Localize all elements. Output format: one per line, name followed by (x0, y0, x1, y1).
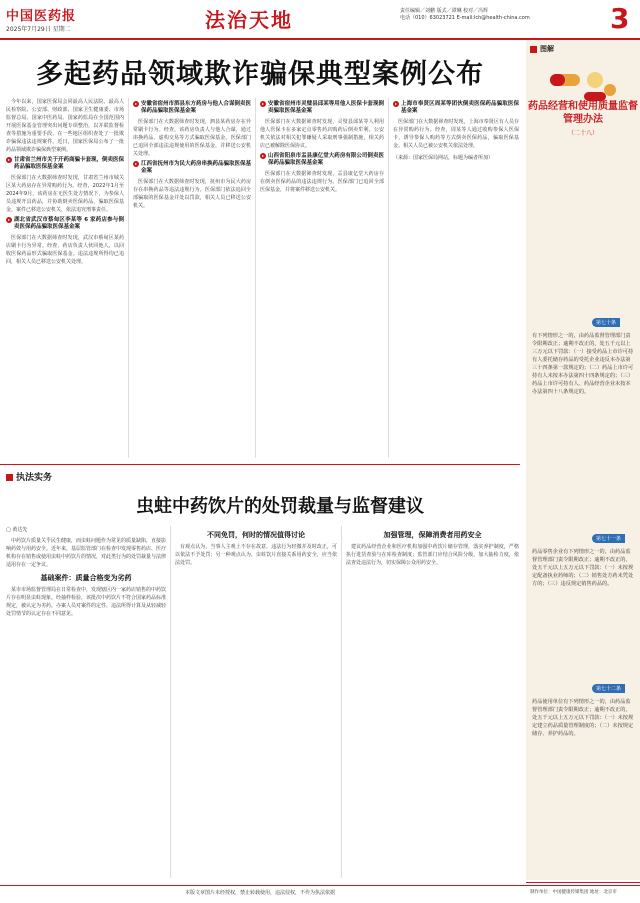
story-divider (0, 464, 520, 465)
case-marker-icon: ▸ (261, 153, 264, 158)
story2-lead: 中药饮片质量关乎民生健康，而虫蛀问题作为常见的质量缺陷，直接影响药效与用药安全。近年来，基层监管部门在检查中发现零售药店、医疗机构存在销售或使用虫蛀中药饮片的情况，对此类行为的处罚裁量与法律适用存在一定争议。 (6, 538, 166, 568)
case-marker-icon: ▸ (261, 101, 264, 106)
story2-section-title: 不同免罚，何时的情况值得讨论 (207, 531, 305, 539)
case-body: 医保部门在大数据筛查时发现，灵璧县邱某等人利用他人医保卡在多家定点零售药店购药后倒卖牟利。公安机关依法对相关犯罪嫌疑人采取刑事强制措施，相关药店已被解除医保协议。 (260, 119, 384, 149)
column-divider (255, 98, 256, 458)
sidebar-title: 药品经营和使用质量监督管理办法 (528, 101, 638, 125)
page-number: 3 (610, 2, 630, 35)
newspaper-logo: 中国医药报 (6, 9, 77, 24)
article-tag: 第七十条 (592, 318, 620, 327)
case-subhead: ▸ 安徽省宿州市泗县东方药房与他人合谋倒卖医保药品骗取医保基金案 (134, 101, 251, 114)
page-header (0, 0, 640, 40)
story2-section-body: 建议药品经营企业和医疗机构加强中药饮片储存管理，落实养护制度，严格执行进货查验与在库检查制度；监管部门应结合风险分级，加大抽检力度，依法查处违法行为，切实保障公众用药安全。 (346, 544, 519, 566)
case-marker-icon: ▸ (394, 101, 397, 106)
case-subhead: ▸ 江西省抚州市为民大药房串换药品骗取医保基金案 (134, 161, 251, 174)
case-marker-icon: ▸ (7, 157, 10, 162)
main-headline: 多起药品领域欺诈骗保典型案例公布 (36, 59, 484, 90)
section-tag: 执法实务 (6, 470, 52, 483)
case-body: 医保部门在大数据筛查时发现，上海市奉贤区有人员存在异常购药行为。经查，周某等人通过收购参保人医保卡、诱导参保人购药等方式倒卖医保药品，骗取医保基金。相关人员已被公安机关依法处理。 (393, 119, 519, 149)
footer-note: 本版文章图片未经授权，禁止转载使用，违法侵权，不作为执法依据 (184, 890, 335, 896)
case-body: 医保部门在大数据筛查时发现，甘肃省兰州市城关区某大药房存在异常购药行为。经查，2022年1月至2024年9月，该药房在无医生处方情况下，为参保人员违规开具药品，并协助倒卖医保药品，骗取医保基金。案件已移送公安机关，依法追究刑事责任。 (6, 175, 124, 213)
tag-square-icon (6, 474, 13, 481)
story2-section-body: 有观点认为，当事人主观上不存在故意，违法行为轻微并及时改正，可以依法不予处罚；另一种观点认为，虫蛀饮片直接关系用药安全，应当依法处罚。 (175, 544, 337, 566)
story2-section-title: 基础案件：质量合格变为劣药 (40, 574, 132, 582)
case-subhead: ▸ 安徽省宿州市灵璧县邱某等用他人医保卡套现倒卖骗取医保基金案 (261, 101, 384, 114)
case-marker-icon: ▸ (134, 101, 137, 106)
footer-rule (0, 885, 640, 886)
story2-section-body: 某市市场监督管理局在日常检查中，发现辖区内一家药店销售的中药饮片存在明显虫蛀现象。经抽样检验，该批次中药饮片不符合国家药品标准规定，被认定为劣药。办案人员对案件的定性、违法所得计算及从轻减轻处罚情节的认定存在不同意见。 (6, 587, 166, 617)
label-square-icon (530, 46, 537, 53)
editor-info: 责任编辑／刘鹏 版式／谭琳 校对／冯辉 电话（010）63023721 E-mail:lch@health-china.com (400, 8, 530, 21)
section-title: 法治天地 (205, 8, 293, 32)
sidebar-label: 图解 (530, 44, 554, 54)
case-subhead: ▸ 甘肃省兰州市关于开药商骗卡套现，倒卖医保药品骗取医保基金案 (7, 157, 124, 170)
story1-column-3 (260, 98, 384, 458)
case-subhead: ▸ 山西省阳泉市盂县康亿堂大药房有限公司倒卖医保药品骗取医保基金案 (261, 153, 384, 166)
case-marker-icon: ▸ (134, 161, 137, 166)
case-subhead: ▸ 湖北省武汉市蔡甸区李某等 6 家药店参与倒卖医保药品骗取医保基金案 (7, 217, 124, 230)
story2-column-3 (346, 526, 519, 878)
story2-column-1 (6, 526, 166, 878)
case-subhead: ▸ 上海市奉贤区周某等团伙倒卖医保药品骗取医保基金案 (394, 101, 519, 114)
case-body: 医保部门在大数据筛查时发现，泗县某药房存在异常刷卡行为。经查，该药房负责人与他人合谋，通过串换药品、虚构交易等方式骗取医保基金。医保部门已追回全部违法违规使用的医保基金，并移送公安机关处理。 (133, 119, 251, 157)
story2-section-title: 加强管理，保障消费者用药安全 (383, 531, 482, 539)
article-body: 药品使用单位有下列情形之一的，由药品监督管理部门责令限期改正；逾期不改正的，处五千元以上五万元以下罚款：（一）未按规定建立药品质量管理制度的；（二）未按规定储存、养护药品的。 (532, 699, 634, 737)
byline: ▢ 黄达先 (6, 527, 28, 533)
sidebar-bottom-rule (526, 882, 640, 883)
column-divider (170, 526, 171, 878)
article-body: 药品零售企业有下列情形之一的，由药品监督管理部门责令限期改正；逾期不改正的，处五千元以上五万元以下罚款：（一）未按规定配备执业药师的；（二）销售处方药未凭处方的；（三）违反规定销售药品的。 (532, 549, 634, 587)
edition-date: 2025年7月29日 星期二 (6, 26, 71, 33)
story1-column-2 (133, 98, 251, 458)
column-divider (341, 526, 342, 878)
story2-column-2 (175, 526, 337, 878)
case-body: 医保部门在大数据筛查时发现，抚州市为民大药房存在串换药品等违法违规行为。医保部门依法追回全部骗取的医保基金并处以罚款，相关人员已移送公安机关。 (133, 179, 251, 209)
sidebar-subtitle: （二十八） (567, 130, 598, 137)
footer-print-info: 制作单位：中国健康传媒集团 地址：北京市 (530, 890, 617, 895)
column-divider (388, 98, 389, 458)
case-marker-icon: ▸ (7, 217, 10, 222)
story1-column-4 (393, 98, 519, 458)
story2-headline: 虫蛀中药饮片的处罚裁量与监督建议 (136, 496, 424, 517)
article-body: 有下列情形之一的，由药品监督管理部门责令限期改正；逾期不改正的，处五千元以上三万元以下罚款：（一）接受药品上市许可持有人委托储存药品的受托企业违反本办法第三十四条第一款规定的；（二）药品上市许可持有人未按本办法第四十四条规定的；（三）药品上市许可持有人、药品经营企业未按本办法第四十八条规定的。 (532, 333, 634, 395)
story1-closing: （来源：国家医保局网站，标题为编者所加） (393, 155, 494, 161)
story1-column-1 (6, 98, 124, 458)
story1-intro: 今年以来，国家医保局会同最高人民法院、最高人民检察院、公安部、财政部、国家卫生健康委、市场监督总局、国家中医药局、国家药监局在全国范围内开展医保基金管理突出问题专项整治，以并联监督检查等措施为重要手段，在一些地区组织查处了一批欺诈骗保违法违规案件。近日，国家医保局公布了一批药品领域欺诈骗保典型案例。 (6, 99, 124, 153)
article-tag: 第七十一条 (592, 534, 625, 543)
case-body: 医保部门在大数据筛查时发现，武汉市蔡甸区某药店刷卡行为异常。经查，药店负责人伙同他人，以回收医保药品形式骗取医保基金。违法违规所得均已追回，相关人员已移送公安机关处理。 (6, 235, 124, 265)
column-divider (128, 98, 129, 458)
article-tag: 第七十二条 (592, 684, 625, 693)
case-body: 医保部门在大数据筛查时发现，盂县康亿堂大药房存在倒卖医保药品的违法违规行为。医保部门已追回全部医保基金，并将案件移送公安机关。 (260, 171, 384, 193)
